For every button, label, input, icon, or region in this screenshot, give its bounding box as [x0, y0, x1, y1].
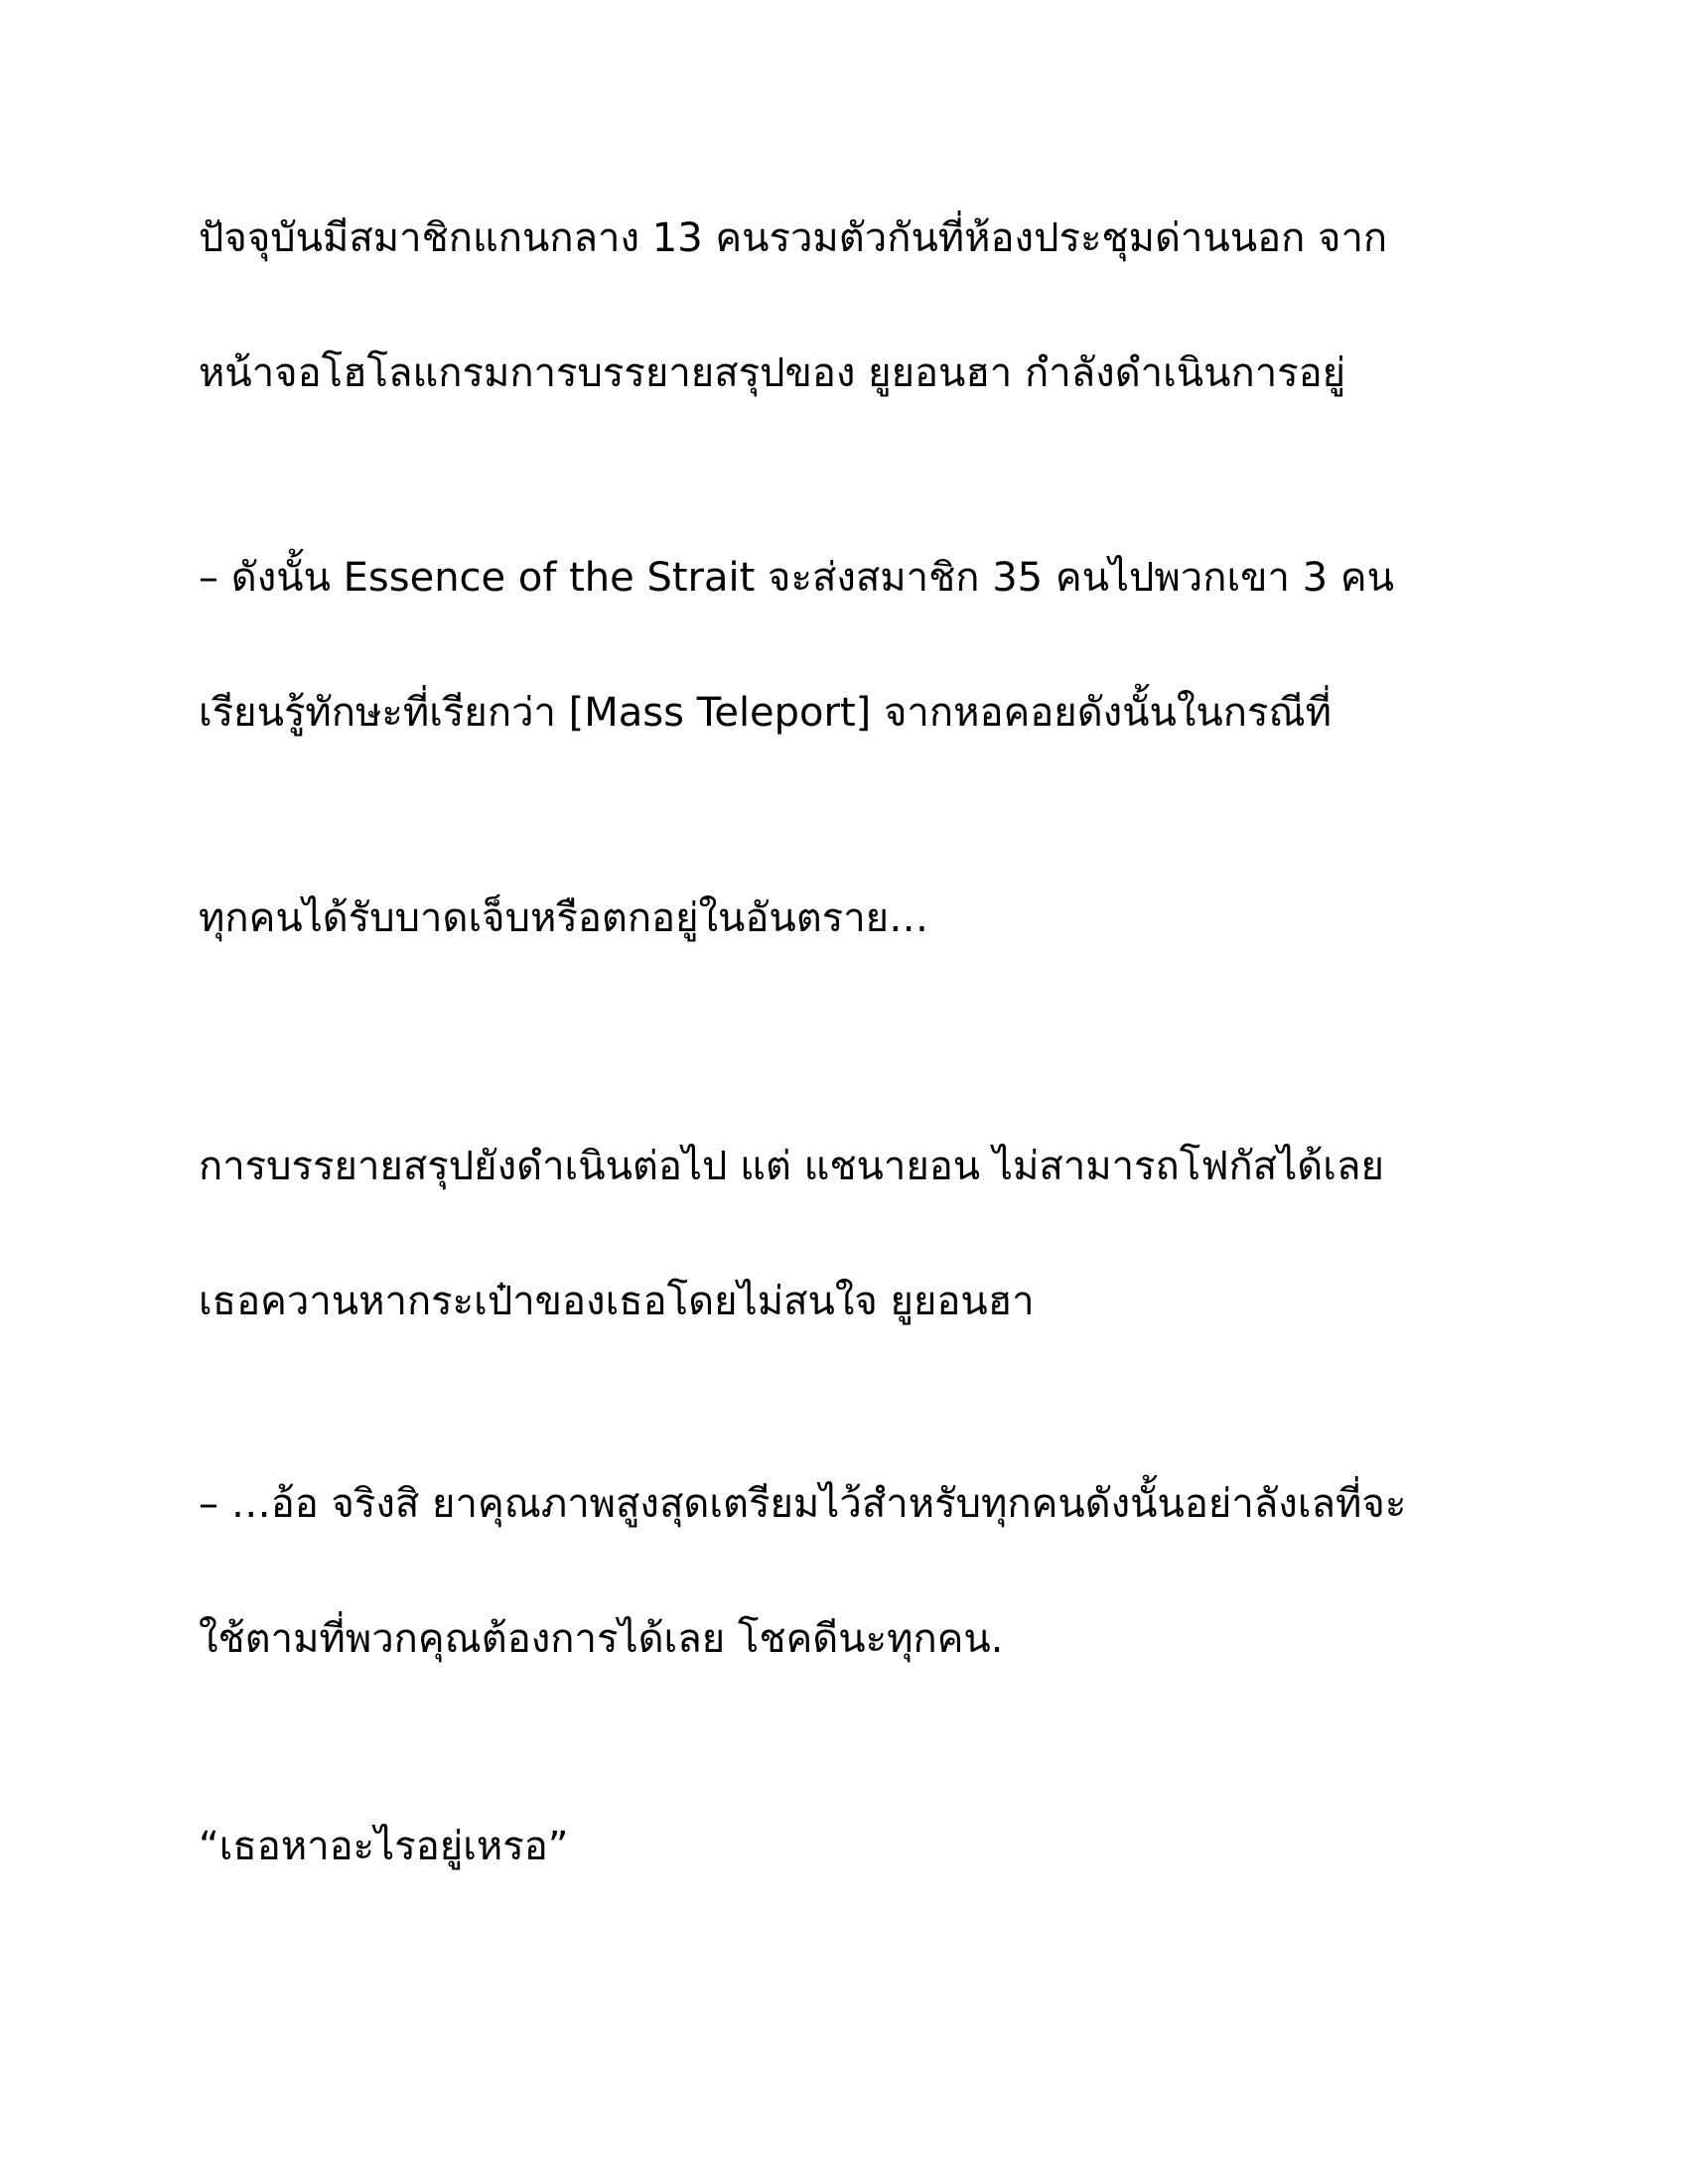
paragraph-1	[199, 213, 1549, 398]
text-line: – …อ้อ จริงสิ ยาคุณภาพสูงสุดเตรียมไว้สำหรับทุกคนดังนั้นอย่าลังเลที่จะ	[199, 1481, 1407, 1527]
text-line: – ดังนั้น Essence of the Strait จะส่งสมาชิก 35 คนไปพวกเขา 3 คน	[199, 555, 1394, 601]
paragraph-6	[199, 1822, 1549, 1871]
paragraph-5	[199, 1479, 1549, 1664]
text-line: การบรรยายสรุปยังดำเนินต่อไป แต่ แชนายอน ไม่สามารถโฟกัสได้เลย	[199, 1144, 1384, 1189]
text-line: เรียนรู้ทักษะที่เรียกว่า [Mass Teleport] จากหอคอยดังนั้นในกรณีที่	[199, 690, 1332, 736]
text-line: ทุกคนได้รับบาดเจ็บหรือตกอยู่ในอันตราย…	[199, 895, 929, 941]
paragraph-2	[199, 553, 1549, 738]
text-line: ปัจจุบันมีสมาชิกแกนกลาง 13 คนรวมตัวกันที่ห้องประชุมด่านนอก จาก	[199, 215, 1388, 261]
text-line: “เธอหาอะไรอยู่เหรอ”	[199, 1824, 569, 1869]
paragraph-4	[199, 1142, 1549, 1326]
text-line: ใช้ตามที่พวกคุณต้องการได้เลย โชคดีนะทุกคน.	[199, 1616, 1004, 1662]
text-line: หน้าจอโฮโลแกรมการบรรยายสรุปของ ยูยอนฮา กำลังดำเนินการอยู่	[199, 350, 1346, 396]
paragraph-3	[199, 893, 1549, 943]
text-line: เธอควานหากระเป๋าของเธอโดยไม่สนใจ ยูยอนฮา	[199, 1279, 1035, 1324]
